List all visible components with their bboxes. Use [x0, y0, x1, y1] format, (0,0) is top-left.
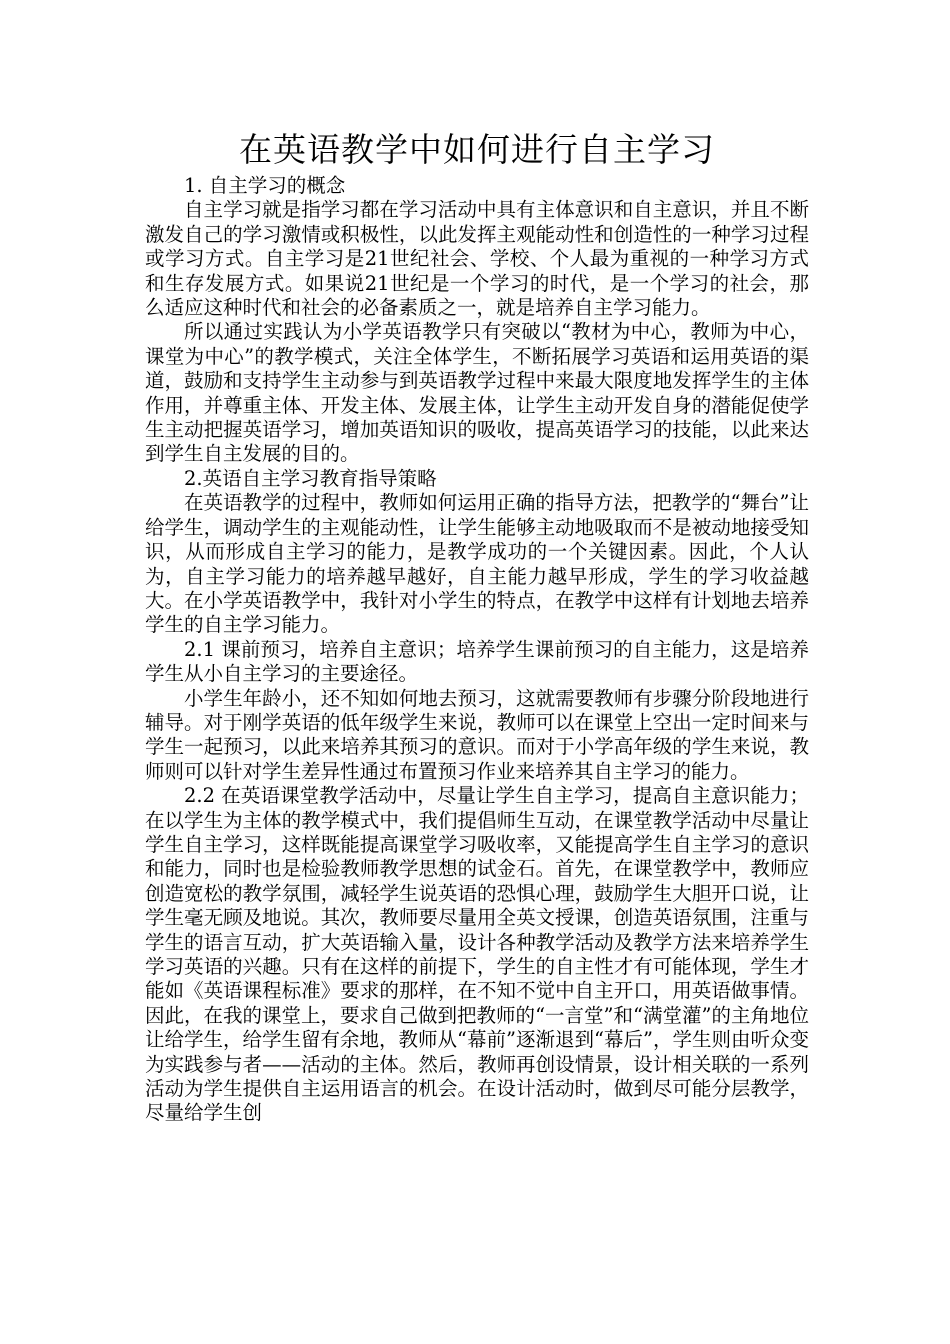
body-paragraph: 在英语教学的过程中，教师如何运用正确的指导方法，把教学的“舞台”让给学生，调动学生的主观能动性，让学生能够主动地吸取而不是被动地接受知识，从而形成自主学习的能力，是教学成功的一个关键因素。因此，个人认为，自主学习能力的培养越早越好，自主能力越早形成，学生的学习收益越大。在小学英语教学中，我针对小学生的特点，在教学中这样有计划地去培养学生的自主学习能力。 [145, 491, 809, 637]
subsection-paragraph: 2.2 在英语课堂教学活动中，尽量让学生自主学习，提高自主意识能力；在以学生为主体的教学模式中，我们提倡师生互动，在课堂教学活动中尽量让学生自主学习，这样既能提高课堂学习吸收率，又能提高学生自主学习的意识和能力，同时也是检验教师教学思想的试金石。首先，在课堂教学中，教师应创造宽松的教学氛围，减轻学生说英语的恐惧心理，鼓励学生大胆开口说，让学生毫无顾及地说。其次，教师要尽量用全英文授课，创造英语氛围，注重与学生的语言互动，扩大英语输入量，设计各种教学活动及教学方法来培养学生学习英语的兴趣。只有在这样的前提下，学生的自主性才有可能体现，学生才能如《英语课程标准》要求的那样，在不知不觉中自主开口，用英语做事情。因此，在我的课堂上，要求自己做到把教师的“一言堂”和“满堂灌”的主角地位让给学生，给学生留有余地，教师从“幕前”逐渐退到“幕后”，学生则由听众变为实践参与者——活动的主体。然后，教师再创设情景，设计相关联的一系列活动为学生提供自主运用语言的机会。在设计活动时，做到尽可能分层教学，尽量给学生创 [145, 784, 809, 1125]
section-heading: 1. 自主学习的概念 [184, 174, 346, 197]
section-heading: 2.英语自主学习教育指导策略 [184, 466, 437, 490]
body-paragraph: 所以通过实践认为小学英语教学只有突破以“教材为中心，教师为中心，课堂为中心”的教学模式，关注全体学生，不断拓展学习英语和运用英语的渠道，鼓励和支持学生主动参与到英语教学过程中来最大限度地发挥学生的主体作用，并尊重主体、开发主体、发展主体，让学生主动开发自身的潜能促使学生主动把握英语学习，增加英语知识的吸收，提高英语学习的技能，以此来达到学生自主发展的目的。 [145, 320, 809, 466]
body-paragraph: 小学生年龄小，还不知如何地去预习，这就需要教师有步骤分阶段地进行辅导。对于刚学英语的低年级学生来说，教师可以在课堂上空出一定时间来与学生一起预习，以此来培养其预习的意识。而对于小学高年级的学生来说，教师则可以针对学生差异性通过布置预习作业来培养其自主学习的能力。 [145, 686, 809, 783]
document-title: 在英语教学中如何进行自主学习 [239, 130, 715, 169]
body-paragraph: 自主学习就是指学习都在学习活动中具有主体意识和自主意识，并且不断激发自己的学习激情或积极性，以此发挥主观能动性和创造性的一种学习过程或学习方式。自主学习是21世纪社会、学校、个人最为重视的一种学习方式和生存发展方式。如果说21世纪是一个学习的时代，是一个学习的社会，那么适应这种时代和社会的必备素质之一，就是培养自主学习能力。 [145, 198, 809, 320]
subsection-paragraph: 2.1 课前预习，培养自主意识；培养学生课前预习的自主能力，这是培养学生从小自主学习的主要途径。 [145, 637, 809, 686]
document-page [145, 128, 809, 1126]
